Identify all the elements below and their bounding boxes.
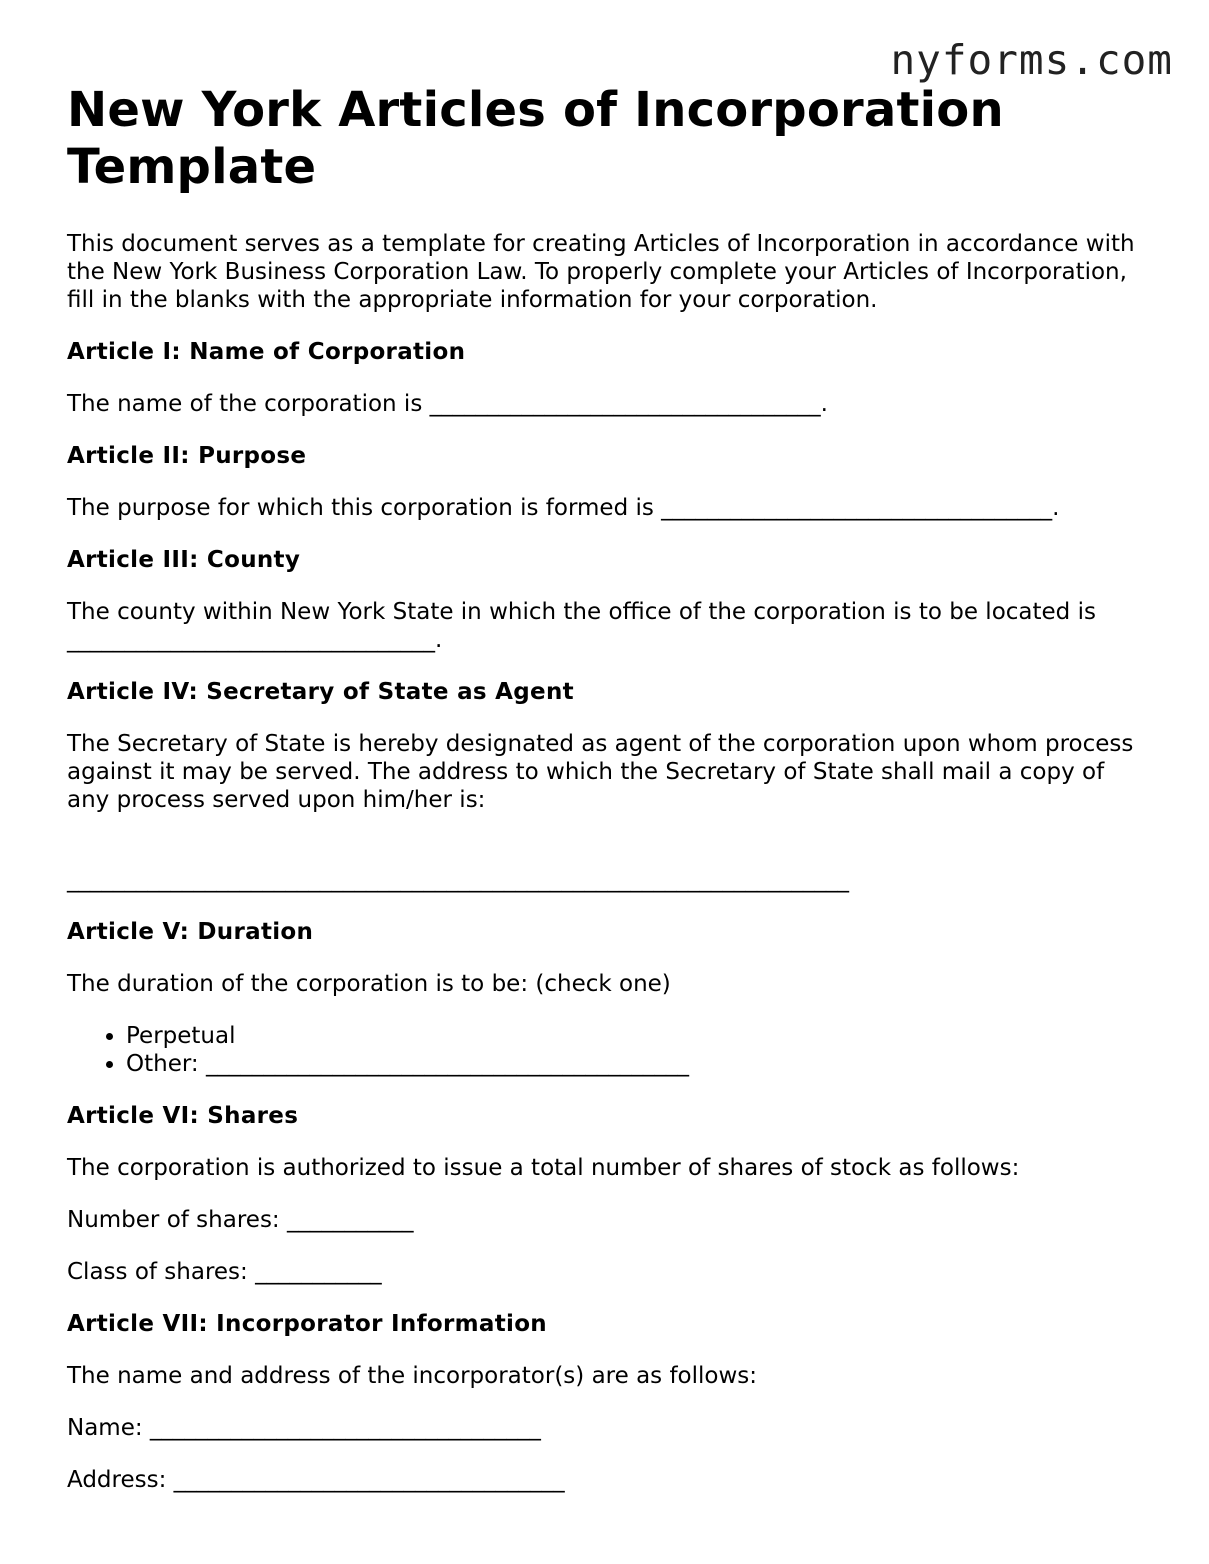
article-2-text: The purpose for which this corporation is formed is __________________________________. [67,495,1060,521]
article-5-heading: Article V: Duration [67,919,314,945]
incorporator-address-line: Address: __________________________________ [67,1467,565,1493]
document-page [67,82,1147,1494]
article-4-text: The Secretary of State is hereby designated as agent of the corporation upon whom process against it may be served. The address to which the Secretary of State shall mail a copy of any process served upon him/her is: [67,731,1134,813]
article-4-heading: Article IV: Secretary of State as Agent [67,679,574,705]
document-title: New York Articles of Incorporation Template [67,82,1004,195]
article-4-address-blank: ____________________________________________________________________ [67,867,849,893]
duration-option-other: • Other: __________________________________________ [126,1050,1147,1078]
article-6-text: The corporation is authorized to issue a total number of shares of stock as follows: [67,1155,1020,1181]
article-7-text: The name and address of the incorporator(s) are as follows: [67,1363,758,1389]
duration-option-perpetual: • Perpetual [126,1022,1147,1050]
intro-paragraph: This document serves as a template for creating Articles of Incorporation in accordance with the New York Business Corporation Law. To properly complete your Articles of Incorporation, fill in the blanks with the appropriate information for your corporation. [67,231,1135,313]
article-1-heading: Article I: Name of Corporation [67,339,466,365]
duration-options-list [67,1022,1147,1078]
article-2-heading: Article II: Purpose [67,443,307,469]
class-of-shares-line: Class of shares: ___________ [67,1259,382,1285]
incorporator-name-line: Name: __________________________________ [67,1415,541,1441]
article-3-heading: Article III: County [67,547,301,573]
site-watermark: nyforms.com [890,36,1173,84]
number-of-shares-line: Number of shares: ___________ [67,1207,414,1233]
article-6-heading: Article VI: Shares [67,1103,299,1129]
article-1-text: The name of the corporation is __________________________________. [67,391,828,417]
article-3-text: The county within New York State in which the office of the corporation is to be located is ________________________________. [67,599,1096,653]
article-7-heading: Article VII: Incorporator Information [67,1311,547,1337]
article-5-text: The duration of the corporation is to be: (check one) [67,971,671,997]
